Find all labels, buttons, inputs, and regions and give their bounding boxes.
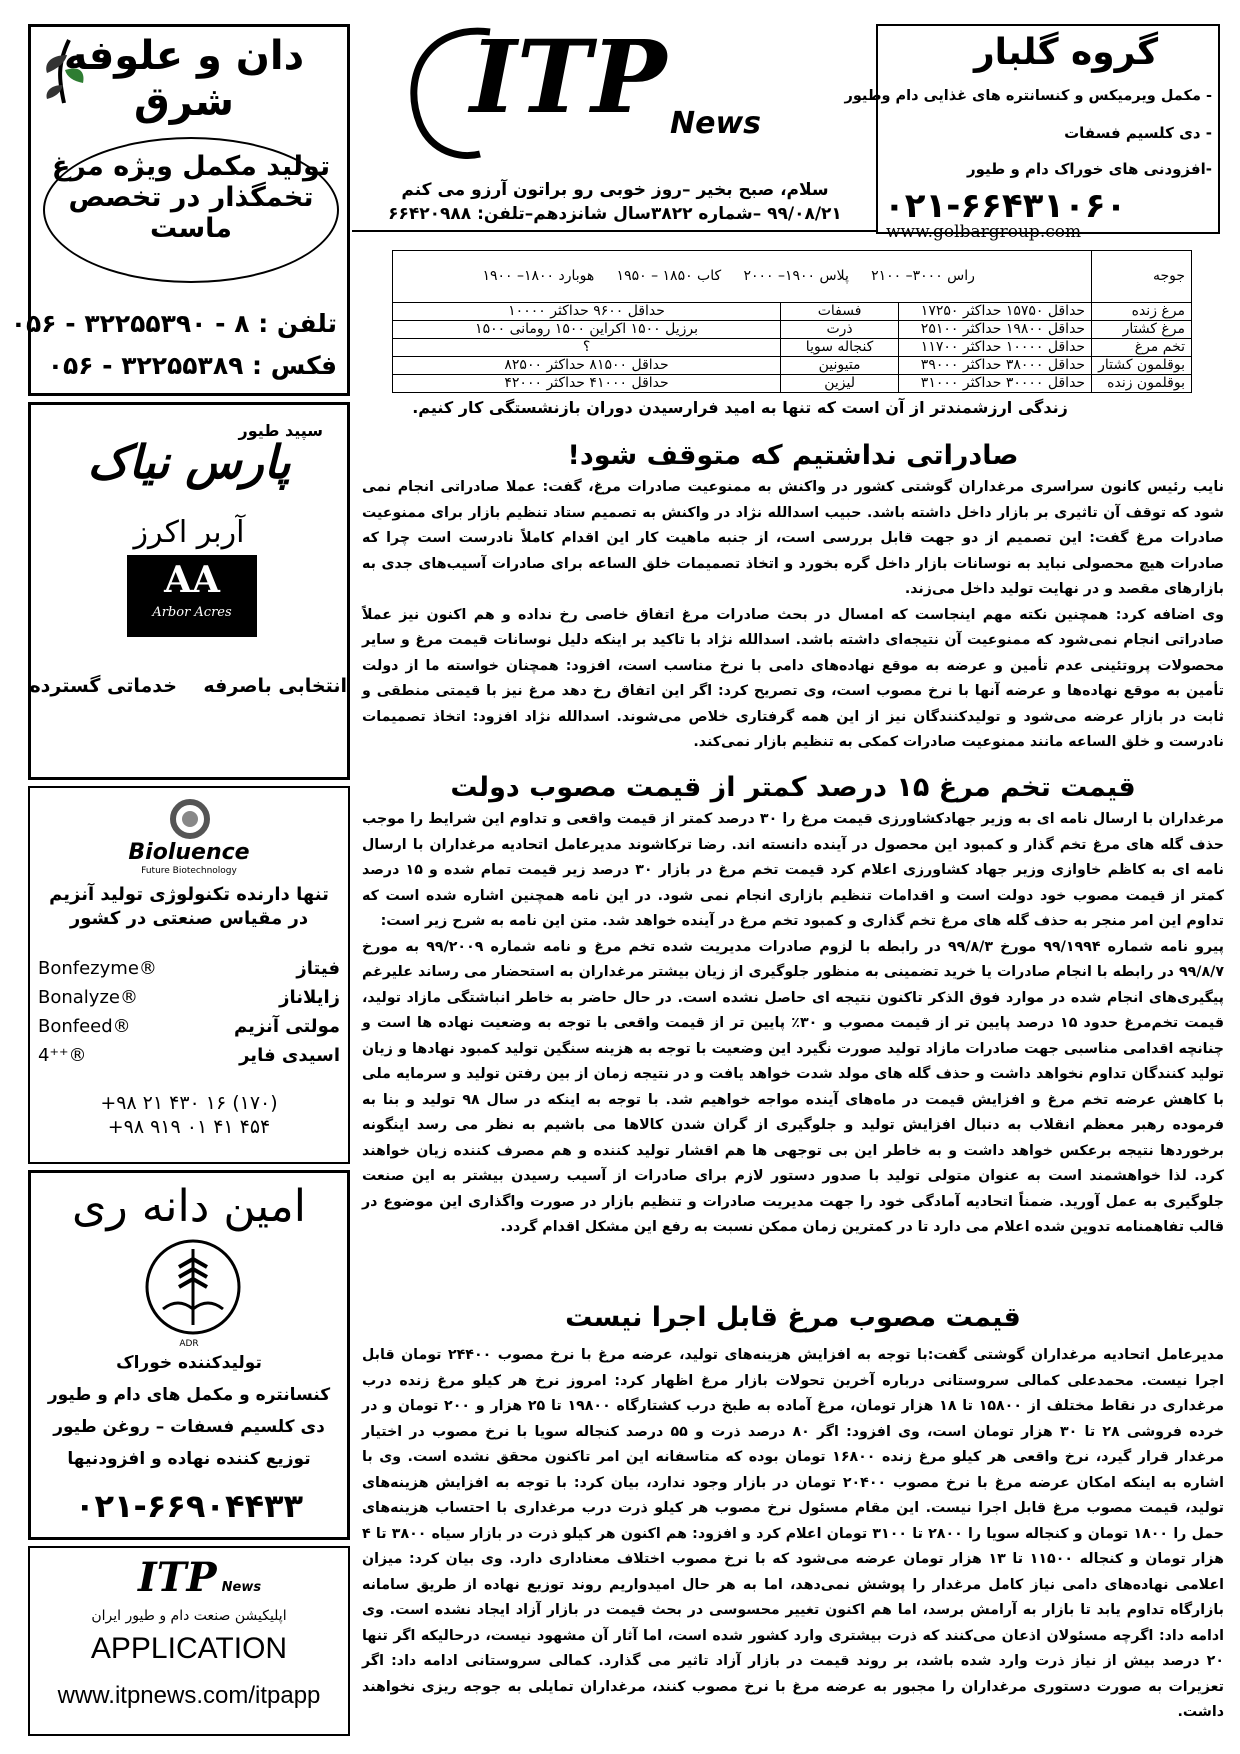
brand-small: سپید طیور: [238, 421, 323, 440]
bioluence-line-1: تنها دارنده تکنولوژی تولید آنزیم: [49, 884, 329, 905]
product-row: اسیدی فایر 4⁺⁺®: [38, 1045, 340, 1066]
price-table: [392, 250, 1192, 393]
amin-phone: ۰۲۱-۶۶۹۰۴۴۳۳: [74, 1487, 304, 1525]
bioluence-phone-2: +۹۸ ۹۱۹ ۰۱ ۴۱ ۴۵۴: [107, 1116, 271, 1138]
article-1: [362, 440, 1224, 756]
article-title: صادراتی نداشتیم که متوقف شود!: [567, 440, 1019, 471]
ad-bioluence[interactable]: [28, 786, 350, 1164]
ad-title: دان و علوفه شرق: [63, 33, 305, 125]
amin-line-3: دی کلسیم فسفات – روغن طیور: [53, 1417, 325, 1437]
golbar-phone: ۰۲۱-۶۶۴۳۱۰۶۰: [884, 186, 1127, 226]
table-row: تخم مرغ حداقل ۱۰۰۰۰ حداکثر ۱۱۷۰۰ کنجاله سویا ؟: [393, 339, 1192, 357]
ad-fax: فکس : ۳۲۲۵۵۳۸۹ - ۰۵۶: [47, 351, 337, 380]
table-row: مرغ کشتار حداقل ۱۹۸۰۰ حداکثر ۲۵۱۰۰ ذرت برزیل ۱۵۰۰ اکراین ۱۵۰۰ رومانی ۱۵۰۰: [393, 321, 1192, 339]
table-row: بوقلمون زنده حداقل ۳۰۰۰۰ حداکثر ۳۱۰۰۰ لیزین حداقل ۴۱۰۰۰ حداکثر ۴۲۰۰۰: [393, 375, 1192, 393]
table-row: بوقلمون کشتار حداقل ۳۸۰۰۰ حداکثر ۳۹۰۰۰ متیونین حداقل ۸۱۵۰۰ حداکثر ۸۲۵۰۰: [393, 357, 1192, 375]
bioluence-phone-1: +۹۸ ۲۱ ۴۳۰ ۱۶ (۱۷۰): [100, 1092, 278, 1114]
product-row: زایلاناز Bonalyze®: [38, 987, 340, 1008]
product-list: [38, 958, 340, 1074]
app-url[interactable]: www.itpnews.com/itpapp: [57, 1682, 321, 1709]
bioluence-line-2: در مقیاس صنعتی در کشور: [69, 908, 309, 929]
article-paragraph: مدیرعامل اتحادیه مرغداران گوشتی گفت:با توجه به افزایش هزینه‌های تولید، عرضه مرغ با نرخ مصوب ۲۴۴۰۰ تومان قابل اجرا نیست. محمدعلی کمالی سروستانی درباره آخرین تحولات بازار مرغ اظهار کرد: امروز نرخ هر کیلو مرغ زنده درب مرغداری در نقاط مختلف از ۱۵۸۰۰ تا ۱۸ هزار تومان، مرغ آماده به طبخ درب کشتارگاه ۱۹۸۰۰ تا ۲۵ هزار و ۲۰۰ تومان و در خرده فروشی ۲۸ تا ۳۰ هزار تومان است، وی افزود: اگر ۸۰ درصد ذرت و ۵۵ درصد کنجاله سویا با نرخ مصوب در اختیار مرغدار قرار گیرد، نرخ واقعی هر کیلو مرغ زنده ۱۶۸۰۰ تومان بوده که متاسفانه این امر تاکنون محقق نشده است. وی با اشاره به اینکه امکان عرضه مرغ با نرخ مصوب ۲۰۴۰۰ تومان در بازار وجود ندارد، بیان کرد: با توجه به افزایش هزینه‌های تولید، قیمت مصوب مرغ قابل اجرا نیست. این مقام مسئول نرخ مصوب هر کیلو ذرت درب مرغداری با احتساب هزینه‌های حمل را ۱۸۰۰ تومان و کنجاله سویا را ۲۸۰۰ تا ۳۱۰۰ تومان اعلام کرد و افزود: هم اکنون هر کیلو ذرت در بازار سیاه ۳۸۰۰ تا ۴ هزار تومان و کنجاله ۱۱۵۰۰ تا ۱۳ هزار تومان عرضه می‌شود که با نرخ مصوب اختلاف معناداری دارد. وی بیان کرد: میزان اعلامی نهاده‌های دامی نیاز کامل مرغدار را پوشش نمی‌دهد، اما به هر حال امیدواریم روند توزیع نهاده از طریق سامانه بازارگاه تداوم یابد تا بازار به آرامش برسد، اما هم اکنون تغییر محسوسی در بحث قیمت در بازار آزاد ایجاد نشده است. وی ادامه داد: اگرچه مسئولان اذعان می‌کنند که ذرت بیشتری وارد کشور شده است، اما آثار آن مشهود نیست، درحالیکه اگر تنها ۲۰ درصد بیش از نیاز ذرت وارد شده باشد، بر روند قیمت در بازار آزاد تاثیر می گذارد. کمالی سروستانی ادامه داد: اگر تعزیرات به صورت دستوری مرغداران را مجبور به عرضه مرغ با نرخ مصوب کنند، مرغداران تمایلی به جوجه ریزی نخواهند داشت.: [362, 1347, 1224, 1720]
golbar-line-1: - مکمل ویرمیکس و کنسانتره های غذایی دام وطیور: [844, 88, 1212, 104]
ad-oval: [43, 137, 339, 283]
app-logo: ITP News: [138, 1554, 262, 1601]
ad-tagline: انتخابی باصرفه خدماتی گسترده: [29, 675, 347, 697]
article-paragraph: نایب رئیس کانون سراسری مرغداران گوشتی کشور در واکنش به ممنوعیت صادرات مرغ، گفت: عملا صادراتی انجام نمی شود که توقف آن تاثیری بر بازار داخل داشته باشد. حبیب اسدالله نژاد در واکنش به تصمیم ستاد تنظیم بازار برای ممنوعیت صادرات مرغ گفت: این تصمیم از دو جهت قابل بررسی است، از جنبه ماهیت کار این اقدام کاملاً نادرست است چرا که صادرات هیچ محصولی نباید به نوسانات بازار داخل گره بخورد و اتخاذ تصمیمات خلق الساعه برای صادرات آسیب‌های جدی به بازارهای مقصد و در نهایت تولید داخل می‌زند.: [362, 479, 1224, 597]
masthead-rule: [352, 230, 876, 232]
article-2: [362, 772, 1224, 1241]
amin-line-1: تولیدکننده خوراک: [116, 1353, 262, 1373]
article-paragraph: پیرو نامه شماره ۹۹/۱۹۹۴ مورخ ۹۹/۸/۳ در رابطه با لزوم صادرات مدیریت شده تخم مرغ و نامه شماره ۹۹/۲۰۰۹ به مورخ ۹۹/۸/۷ در رابطه با انجام صادرات یا خرید تضمینی به منظور جلوگیری از زیان بیشتر مرغداران به استحضار می رساند علیرغم پیگیری‌های انجام شده در موارد فوق الذکر تاکنون نتیجه ای حاصل نشده است. در حال حاضر به خاطر انباشتگی مازاد تولید، قیمت تخم‌مرغ حدود ۱۵ درصد پایین تر از قیمت مصوب و ۳۰٪ پایین تر از قیمت واقعی با توجه به وضعیت نهاده ها است و چنانچه اقدامی مناسبی جهت صادرات مازاد تولید صورت نگیرد این وضعیت با توجه به هزینه سنگین تولید کمبود نهادها و زیان تولید کنندگان تداوم نخواهد داشت و حذف گله های مولد شدت خواهد یافت و در نتیجه زمان از بین رفتن تولید و سرمایه ملی با کاهش عرضه تخم مرغ و افزایش قیمت در ماه‌های آینده مواجه خواهیم شد. با توجه به اینکه در سال ۹۸ تولید و بنا به فرموده رهبر معظم انقلاب به دنبال افزایش تولید و جلوگیری از گران شدن کالاها می باشیم به نظر می رسد اینگونه برخوردها نتیجه برعکس خواهد داشت و به خاطر این بی توجهی ها هم اقشار تولید کننده و هم مصرف کننده زیان خواهند کرد. لذا خواهشمند است به عنوان متولی تولید با صدور دستور لازم برای صادرات از آسیب رسیدن بیشتر به این صنعت جلوگیری به عمل آورید. ضمناً اتحادیه آمادگی خود را جهت مدیریت صادرات و تنظیم بازار در صورت واگذاری این موضوع در قالب تفاهمنامه تدوین شده اعلام می دارد تا در کمترین زمان ممکن نسبت به رفع این مشکل اقدام گردد.: [362, 938, 1225, 1235]
article-paragraph: مرغداران با ارسال نامه ای به وزیر جهادکشاورزی قیمت مرغ را ۳۰ درصد کمتر از قیمت واقعی و تداوم این شرایط را موجب حذف گله های مرغ تخم گذار و کمبود این محصول در آینده دانسته اند. رضا ترکاشوند مدیرعامل اتحادیه مرغداران با ارسال نامه ای به کاظم خاوازی وزیر جهاد کشاورزی اعلام کرد قیمت تخم مرغ در بازار ۳۰ درصد زیر قیمت تمام شده و ۱۵ درصد کمتر از قیمت مصوب خود دولت است و اقدامات تنظیم بازاری انجام نمی شود. در این نامه همچنین اشاره شده است که تداوم این امر منجر به حذف گله های مرغ تخم گذاری و کمبود تخم مرغ در آینده خواهد شد. متن این نامه به شرح زیر است:: [362, 811, 1224, 929]
product-name: آربر اکرز: [133, 515, 245, 550]
arbor-acres-logo: AA Arbor Acres: [127, 555, 257, 637]
amin-logo-text: ADR: [179, 1339, 199, 1349]
golbar-line-2: - دی کلسیم فسفات: [1064, 124, 1212, 142]
ad-pars-niak[interactable]: [28, 402, 350, 780]
amin-logo-icon: [143, 1237, 243, 1337]
amin-title: امین دانه ری: [72, 1181, 306, 1232]
ad-amin-daneh[interactable]: [28, 1170, 350, 1540]
amin-line-4: توزیع کننده نهاده و افزودنیها: [67, 1449, 311, 1469]
logo-letters: ITP: [470, 18, 667, 136]
article-3: [362, 1302, 1224, 1726]
app-word: APPLICATION: [90, 1632, 288, 1665]
oval-line-2: تخمگذار در تخصص: [68, 182, 314, 213]
brand-logo: پارس نیاک: [87, 435, 291, 489]
app-subtitle: اپلیکیشن صنعت دام و طیور ایران: [91, 1608, 287, 1624]
oval-line-3: ماست: [150, 213, 232, 244]
golbar-website[interactable]: www.golbargroup.com: [886, 222, 1082, 242]
masthead-logo: [360, 14, 870, 164]
arbor-logo-text: Arbor Acres: [152, 605, 232, 620]
greeting: سلام، صبح بخیر –روز خوبی رو براتون آرزو می کنم: [401, 180, 829, 200]
ad-shargh-feed[interactable]: [10, 24, 350, 396]
quote: زندگی ارزشمندتر از آن است که تنها به امید فرارسیدن دوران بازنشستگی کار کنیم.: [412, 398, 1068, 417]
article-title: قیمت مصوب مرغ قابل اجرا نیست: [565, 1302, 1021, 1333]
ad-golbar[interactable]: [844, 24, 1220, 242]
ad-itp-app[interactable]: [28, 1546, 350, 1736]
bioluence-sub: Future Biotechnology: [141, 866, 237, 876]
table-row: جوجه راس ۳۰۰۰– ۲۱۰۰ پلاس ۱۹۰۰– ۲۰۰۰ کاب ۱۸۵۰ – ۱۹۵۰ هوبارد ۱۸۰۰– ۱۹۰۰: [393, 251, 1192, 303]
bioluence-brand: Bioluence: [128, 840, 250, 865]
product-row: مولتی آنزیم Bonfeed®: [38, 1016, 340, 1037]
logo-news: News: [670, 106, 762, 141]
issue-line: ۹۹/۰۸/۲۱ –شماره ۳۸۲۲سال شانزدهم–تلفن: ۶۶۴۲۰۹۸۸: [388, 204, 842, 224]
article-paragraph: وی اضافه کرد: همچنین نکته مهم اینجاست که امسال در بحث صادرات مرغ اتفاق خاصی رخ نداده و هم اکنون نیز عملاً صادراتی انجام نمی‌شود که ممنوعیت آن نتیجه‌ای داشته باشد. اسدالله نژاد با تاکید بر اینکه دلیل نوسانات قیمت مرغ و سایر محصولات پروتئینی عدم تأمین و عرضه به موقع نهاده‌های دامی با نرخ مناسب است، افزود: همچنان خواسته ما از دولت تأمین به موقع نهاده‌ها و عرضه آنها با نرخ مصوب است، وی تصریح کرد: اگر این اتفاق رخ دهد مرغ نیز با قیمتی منطقی و ثابت در بازار عرضه می‌شود و تولیدکنندگان نیز از این همه گرفتاری خلاص می‌شوند. اسدالله نژاد افزود: اتخاذ تصمیمات نادرست و خلق الساعه مانند ممنوعیت صادرات کمکی به تنظیم بازار نمی‌کند.: [362, 606, 1224, 750]
ad-phone: تلفن : ۸ - ۳۲۲۵۵۳۹۰ - ۰۵۶: [10, 309, 337, 338]
article-title: قیمت تخم مرغ ۱۵ درصد کمتر از قیمت مصوب دولت: [450, 772, 1136, 803]
product-row: فیتاز Bonfezyme®: [38, 958, 340, 979]
golbar-title: گروه گلبار: [973, 32, 1158, 73]
bioluence-logo-icon: [168, 800, 212, 838]
amin-line-2: کنسانتره و مکمل های دام و طیور: [47, 1385, 331, 1405]
table-row: مرغ زنده حداقل ۱۵۷۵۰ حداکثر ۱۷۲۵۰ فسفات حداقل ۹۶۰۰ حداکثر ۱۰۰۰۰: [393, 303, 1192, 321]
golbar-line-3: -افزودنی های خوراک دام و طیور: [966, 160, 1212, 178]
oval-line-1: تولید مکمل ویژه مرغ: [51, 151, 331, 182]
